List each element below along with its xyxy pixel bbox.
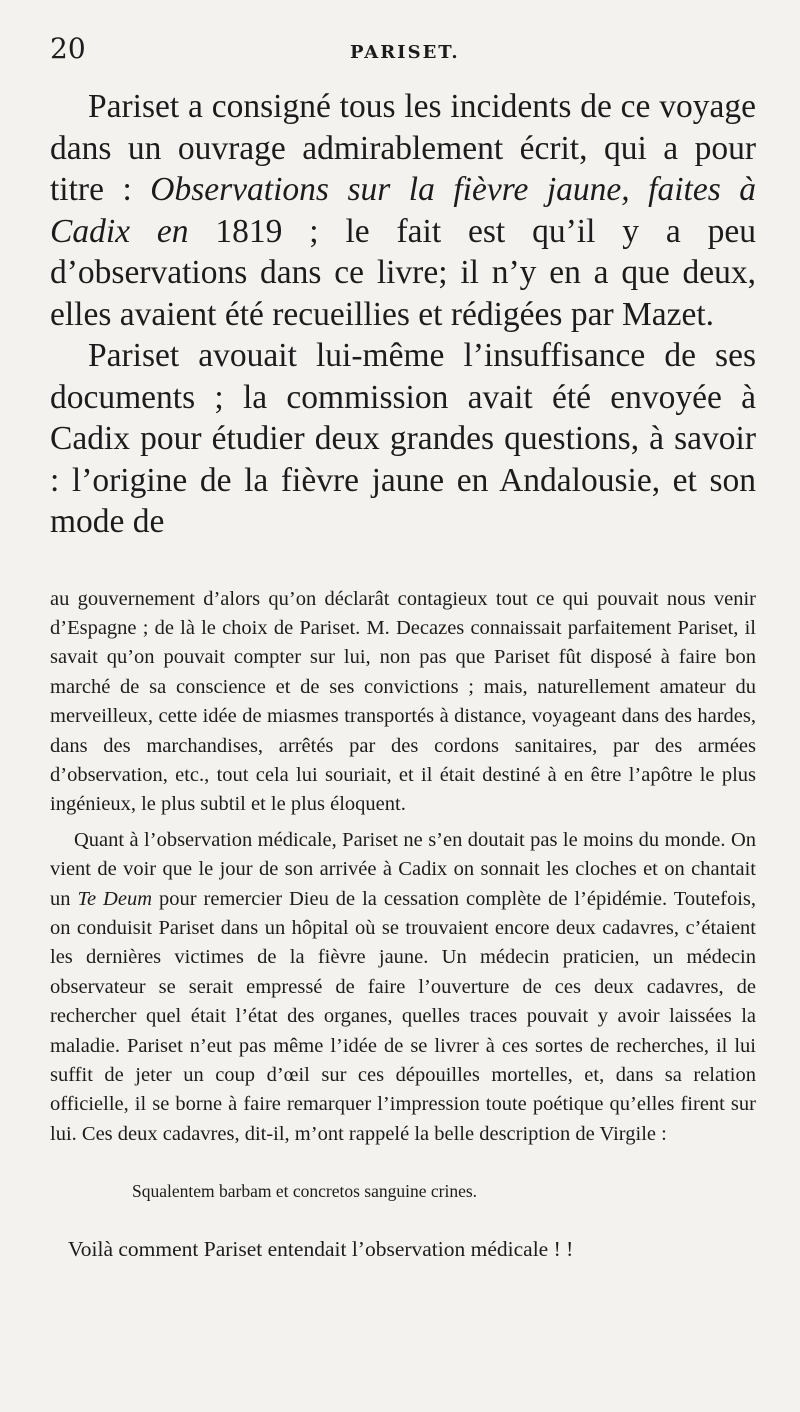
footnote — [50, 585, 756, 1265]
main-paragraph-2: Pariset avouait lui-même l’insuffisance de ses documents ; la commission avait été envoyée à Cadix pour étudier deux grandes questions, à savoir : l’origine de la fièvre jaune en Andalousie, et son mode de — [50, 337, 756, 540]
main-text — [50, 86, 756, 543]
text-run: Quant à l’observation médicale, Pariset ne s’en doutait pas le moins du monde. On vient de voir que le jour de son arrivée à Cadix on sonnait les cloches et on chantait un — [50, 828, 756, 910]
main-paragraph-1 — [50, 86, 756, 335]
italic-phrase: Te Deum — [77, 887, 153, 910]
text-run: Pariset a consigné tous les incidents de ce voyage dans un ouvrage admirablement écrit, qui a pour titre : — [50, 88, 756, 208]
page-header — [50, 32, 756, 78]
running-head: PARISET. — [350, 42, 460, 63]
text-run: pour remercier Dieu de la cessation complète de l’épidémie. Toutefois, on conduisit Pariset dans un hôpital où se trouvaient encore deux cadavres, c’étaient les dernières victimes de la fièvre jaune. Un médecin praticien, un médecin observateur se serait empressé de faire l’ouverture de ces deux cadavres, de rechercher quel était l’état des organes, quelles traces pouvait y avoir laissées la maladie. Pariset n’eut pas même l’idée de se livrer à ces sortes de recherches, il lui suffit de jeter un coup d’œil sur ces dépouilles mortelles, et, dans sa relation officielle, il se borne à faire remarquer l’impression toute poétique qu’elles firent sur lui. Ces deux cadavres, dit-il, m’ont rappelé la belle description de Virgile : — [50, 887, 757, 1145]
virgil-quotation: Squalentem barbam et concretos sanguine crines. — [132, 1181, 478, 1202]
text-run: 1819 ; le fait est qu’il y a peu d’observations dans ce livre; il n’y en a que deux, elles avaient été recueillies et rédigées par Mazet. — [50, 212, 756, 333]
footnote-paragraph-1: au gouvernement d’alors qu’on déclarât contagieux tout ce qui pouvait nous venir d’Espagne ; de là le choix de Pariset. M. Decazes connaissait parfaitement Pariset, il savait qu’on pouvait compter sur lui, non pas que Pariset fût disposé à faire bon marché de sa conscience et de ses convictions ; mais, naturellement amateur du merveilleux, cette idée de miasmes transportés à distance, voyageant dans des hardes, dans des marchandises, arrêtés par des cordons sanitaires, par des armées d’observation, etc., tout cela lui souriait, et il était destiné à en être l’apôtre le plus ingénieux, le plus subtil et le plus éloquent. — [50, 587, 756, 816]
italic-phrase: Observations sur la fièvre jaune, faites à Cadix en — [50, 171, 756, 250]
page-number: 20 — [50, 32, 86, 65]
closing-line: Voilà comment Pariset entendait l’observation médicale ! ! — [68, 1236, 574, 1261]
footnote-paragraph-2 — [50, 826, 756, 1149]
